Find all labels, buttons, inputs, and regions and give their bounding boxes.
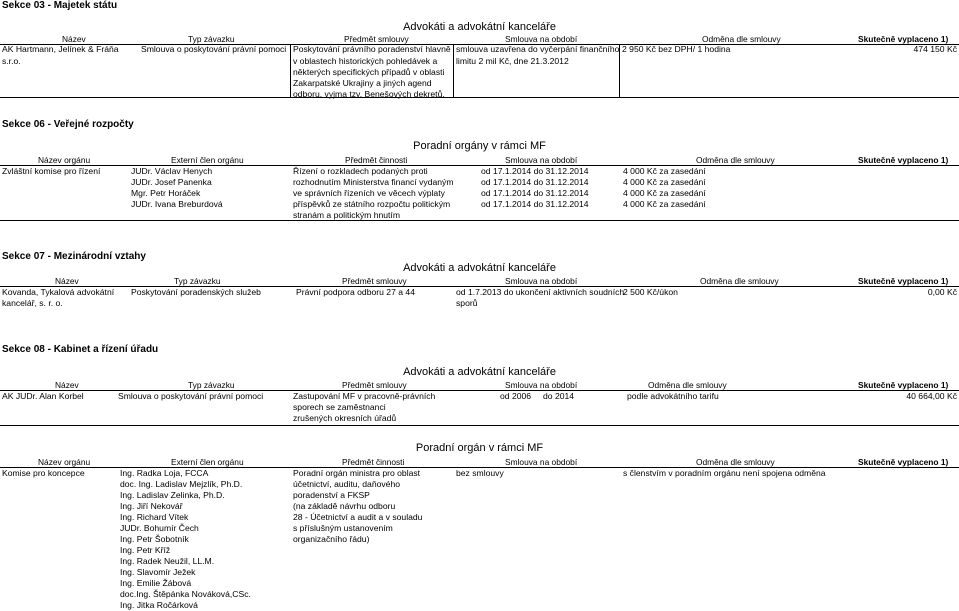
row-member: doc.Ing. Štěpánka Nováková,CSc.: [120, 589, 251, 599]
row-activity-line: účetnictví, auditu, daňového: [293, 479, 401, 489]
header-period: Smlouva na období: [505, 380, 578, 390]
row-subject-line: Zastupování MF v pracovně-právních: [293, 391, 436, 401]
row-type: Poskytování poradenských služeb: [131, 287, 261, 297]
table-title: Advokáti a advokátní kanceláře: [403, 366, 556, 378]
row-divider: [0, 97, 959, 98]
row-activity-line: Poradní orgán ministra pro oblast: [293, 468, 421, 478]
row-subject-line: sporech se zaměstnanci: [293, 402, 386, 412]
row-organ: Komise pro koncepce: [2, 468, 85, 478]
row-member: Ing. Radek Neužil, LL.M.: [120, 556, 215, 566]
row-activity-line: organizačního řádu): [293, 534, 370, 544]
header-name: Název: [55, 276, 79, 286]
table-title: Advokáti a advokátní kanceláře: [403, 21, 556, 33]
row-subject: Právní podpora odboru 27 a 44: [296, 287, 415, 297]
row-activity-line: Řízení o rozkladech podaných proti: [293, 166, 428, 176]
row-member: Ing. Jiří Nekovář: [120, 501, 183, 511]
column-divider: [290, 44, 291, 97]
row-period: od 17.1.2014 do 31.12.2014: [481, 188, 589, 198]
header-fee: Odměna dle smlouvy: [696, 155, 775, 165]
row-fee: 4 000 Kč za zasedání: [623, 166, 706, 176]
header-fee: Odměna dle smlouvy: [700, 276, 779, 286]
header-member: Externí člen orgánu: [171, 457, 244, 467]
row-organ: Zvláštní komise pro řízení: [2, 166, 101, 176]
row-member: JUDr. Václav Henych: [131, 166, 213, 176]
row-activity-line: ve správních řízeních ve věcech výplaty: [293, 188, 445, 198]
row-member: JUDr. Bohumír Čech: [120, 523, 199, 533]
row-period-from: od 2006: [500, 391, 532, 401]
row-period: od 17.1.2014 do 31.12.2014: [481, 177, 589, 187]
table-title: Poradní orgány v rámci MF: [413, 140, 546, 152]
row-subject-line: zrušených okresních úřadů: [293, 413, 397, 423]
row-subject-line: v oblastech historických pohledávek a: [293, 56, 438, 66]
row-member: Ing. Jitka Ročárková: [120, 600, 198, 610]
column-divider: [453, 44, 454, 97]
header-subject: Předmět smlouvy: [344, 34, 409, 44]
row-name-line: s.r.o.: [2, 56, 21, 66]
row-subject-line: některých specifických případů v oblasti: [293, 67, 445, 77]
row-paid: 40 664,00 Kč: [906, 391, 957, 401]
row-member: JUDr. Ivana Breburdová: [131, 199, 223, 209]
row-subject-line: odboru, vyjma tzv. Benešových dekretů.: [293, 89, 445, 99]
row-paid: 0,00 Kč: [927, 287, 957, 297]
row-member: Ing. Petr Kříž: [120, 545, 171, 555]
header-name: Název: [55, 380, 79, 390]
row-fee: 4 000 Kč za zasedání: [623, 188, 706, 198]
header-paid: Skutečně vyplaceno 1): [858, 380, 949, 390]
section-title: Sekce 08 - Kabinet a řízení úřadu: [2, 344, 159, 355]
row-fee: 4 000 Kč za zasedání: [623, 177, 706, 187]
row-member: doc. Ing. Ladislav Mejzlík, Ph.D.: [120, 479, 243, 489]
header-period: Smlouva na období: [505, 34, 578, 44]
row-member: Mgr. Petr Horáček: [131, 188, 201, 198]
header-subject: Předmět smlouvy: [342, 380, 407, 390]
row-period-line: od 1.7.2013 do ukončení aktivních soudních: [456, 287, 625, 297]
header-paid: Skutečně vyplaceno 1): [858, 155, 949, 165]
row-activity-line: 28 - Účetnictví a audit a v souladu: [293, 512, 423, 522]
header-paid: Skutečně vyplaceno 1): [858, 457, 949, 467]
table-title: Advokáti a advokátní kanceláře: [403, 262, 556, 274]
row-member: Ing. Petr Šobotník: [120, 534, 189, 544]
row-member: Ing. Richard Vítek: [120, 512, 189, 522]
row-member: Ing. Emilie Žábová: [120, 578, 192, 588]
row-fee: 4 000 Kč za zasedání: [623, 199, 706, 209]
row-period-line: smlouva uzavřena do vyčerpání finančního: [456, 44, 620, 54]
section-title: Sekce 07 - Mezinárodní vztahy: [2, 251, 146, 262]
row-activity-line: poradenství a FKSP: [293, 490, 370, 500]
header-paid: Skutečně vyplaceno 1): [858, 276, 949, 286]
row-activity-line: (na základě návrhu odboru: [293, 501, 396, 511]
row-fee: 2 500 Kč/úkon: [623, 287, 678, 297]
header-paid: Skutečně vyplaceno 1): [858, 34, 949, 44]
header-member: Externí člen orgánu: [171, 155, 244, 165]
row-activity-line: rozhodnutím Ministerstva financí vydaným: [293, 177, 454, 187]
row-period-line: sporů: [456, 298, 478, 308]
row-subject-line: Poskytování právního poradenství hlavně: [293, 44, 451, 54]
row-period-line: limitu 2 mil Kč, dne 21.3.2012: [456, 56, 569, 66]
header-activity: Předmět činnosti: [345, 155, 408, 165]
row-period: od 17.1.2014 do 31.12.2014: [481, 199, 589, 209]
header-subject: Předmět smlouvy: [342, 276, 407, 286]
row-subject-line: Zakarpatské Ukrajiny a jiných agend: [293, 78, 432, 88]
section-title: Sekce 06 - Veřejné rozpočty: [2, 119, 134, 130]
row-activity-line: příspěvků ze státního rozpočtu politickým: [293, 199, 451, 209]
row-period: bez smlouvy: [456, 468, 504, 478]
table-title: Poradní orgán v rámci MF: [415, 442, 544, 454]
header-fee: Odměna dle smlouvy: [648, 380, 727, 390]
row-name-line: Kovanda, Tykalová advokátní: [2, 287, 115, 297]
row-activity-line: s příslušným ustanovením: [293, 523, 393, 533]
row-period: od 17.1.2014 do 31.12.2014: [481, 166, 589, 176]
row-fee: 2 950 Kč bez DPH/ 1 hodina: [622, 44, 731, 54]
header-activity: Předmět činnosti: [342, 457, 405, 467]
row-name-line: AK Hartmann, Jelínek & Fráňa: [2, 44, 119, 54]
row-name-line: kancelář, s. r. o.: [2, 298, 63, 308]
header-organ: Název orgánu: [38, 155, 91, 165]
header-type: Typ závazku: [174, 276, 221, 286]
header-period: Smlouva na období: [505, 457, 578, 467]
row-divider: [0, 425, 959, 426]
section-title: Sekce 03 - Majetek státu: [2, 0, 118, 11]
header-organ: Název orgánu: [38, 457, 91, 467]
header-period: Smlouva na období: [505, 276, 578, 286]
row-fee: s členstvím v poradním orgánu není spojena odměna: [623, 468, 826, 478]
row-type: Smlouva o poskytování právní pomoci: [141, 44, 287, 54]
row-type: Smlouva o poskytování právní pomoci: [118, 391, 264, 401]
row-member: JUDr. Josef Panenka: [131, 177, 212, 187]
row-divider: [0, 220, 959, 221]
row-member: Ing. Radka Loja, FCCA: [120, 468, 209, 478]
header-period: Smlouva na období: [505, 155, 578, 165]
header-name: Název: [62, 34, 86, 44]
row-fee: podle advokátního tarifu: [627, 391, 719, 401]
header-type: Typ závazku: [188, 380, 235, 390]
header-fee: Odměna dle smlouvy: [702, 34, 781, 44]
header-type: Typ závazku: [188, 34, 235, 44]
row-member: Ing. Slavomír Ježek: [120, 567, 196, 577]
row-period-to: do 2014: [543, 391, 575, 401]
row-member: Ing. Ladislav Zelinka, Ph.D.: [120, 490, 225, 500]
row-activity-line: stranám a politickým hnutím: [293, 210, 400, 220]
row-paid: 474 150 Kč: [913, 44, 957, 54]
header-fee: Odměna dle smlouvy: [696, 457, 775, 467]
row-name: AK JUDr. Alan Korbel: [2, 391, 84, 401]
